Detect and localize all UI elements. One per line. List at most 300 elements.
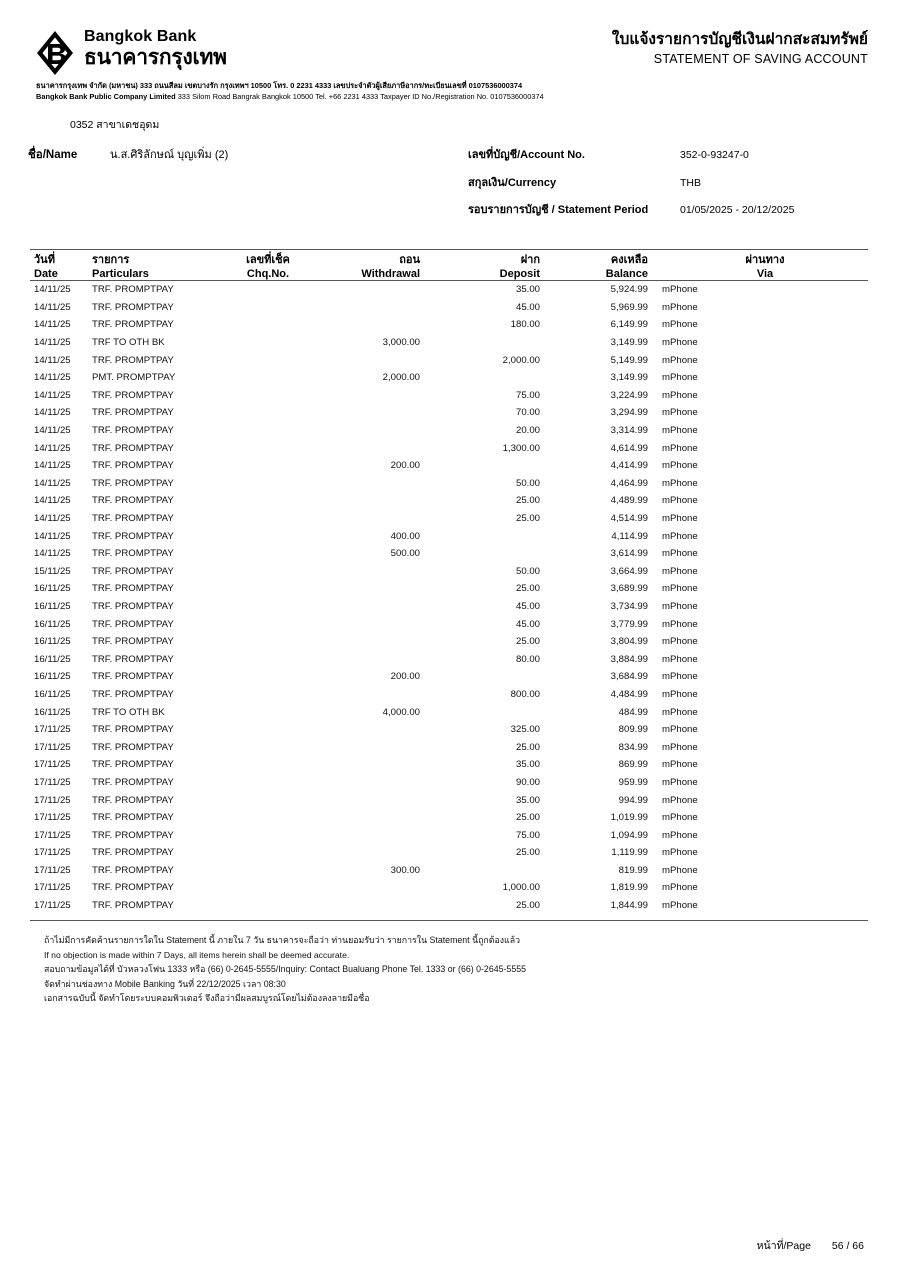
- table-row: [30, 633, 868, 651]
- cell-withdrawal: [316, 879, 436, 897]
- cell-chq: [220, 457, 316, 475]
- cell-particulars: TRF. PROMPTPAY: [92, 812, 174, 824]
- cell-deposit: 35.00: [515, 284, 540, 296]
- cell-particulars: TRF. PROMPTPAY: [92, 759, 174, 771]
- cell-via: mPhone: [662, 618, 698, 630]
- table-row: [30, 457, 868, 475]
- cell-date: 17/11/25: [34, 864, 71, 876]
- cell-withdrawal: [316, 492, 436, 510]
- cell-deposit: [436, 862, 556, 880]
- cell-date: 16/11/25: [34, 636, 71, 648]
- cell-date: 16/11/25: [34, 618, 71, 630]
- cell-chq: [220, 633, 316, 651]
- cell-via: mPhone: [662, 460, 698, 472]
- cell-via: mPhone: [662, 847, 698, 859]
- cell-date: 16/11/25: [34, 600, 71, 612]
- cell-particulars: TRF. PROMPTPAY: [92, 671, 174, 683]
- cell-via: mPhone: [662, 583, 698, 595]
- legal-address-en-rest: 333 Silom Road Bangrak Bangkok 10500 Tel. +66 2231 4333 Taxpayer ID No./Registration No. 0107536000374: [177, 92, 544, 101]
- cell-date: 14/11/25: [34, 407, 71, 419]
- cell-particulars: TRF. PROMPTPAY: [92, 794, 174, 806]
- cell-deposit: 20.00: [515, 425, 540, 437]
- cell-particulars: TRF. PROMPTPAY: [92, 829, 174, 841]
- cell-withdrawal: [316, 404, 436, 422]
- cell-via: mPhone: [662, 301, 698, 313]
- cell-balance: 5,969.99: [610, 301, 648, 313]
- cell-balance: 3,294.99: [610, 407, 648, 419]
- cell-via: mPhone: [662, 882, 698, 894]
- cell-chq: [220, 299, 316, 317]
- cell-date: 14/11/25: [34, 513, 71, 525]
- table-row: [30, 844, 868, 862]
- table-row: [30, 756, 868, 774]
- cell-chq: [220, 686, 316, 704]
- document-header: [0, 0, 904, 74]
- table-row: [30, 404, 868, 422]
- cell-balance: 959.99: [618, 776, 648, 788]
- cell-withdrawal: [316, 774, 436, 792]
- statement-period-value: 01/05/2025 - 20/12/2025: [680, 204, 795, 216]
- cell-via: mPhone: [662, 724, 698, 736]
- cell-date: 17/11/25: [34, 724, 71, 736]
- cell-particulars: TRF. PROMPTPAY: [92, 600, 174, 612]
- cell-via: mPhone: [662, 812, 698, 824]
- cell-deposit: 35.00: [515, 794, 540, 806]
- table-row: [30, 369, 868, 387]
- footer-contact: สอบถามข้อมูลได้ที่ บัวหลวงโฟน 1333 หรือ (66) 0-2645-5555/Inquiry: Contact Bualuang Phone Tel. 1333 or (66) 0-2645-5555: [44, 964, 526, 975]
- cell-balance: 3,224.99: [610, 389, 648, 401]
- cell-particulars: TRF. PROMPTPAY: [92, 618, 174, 630]
- cell-deposit: 50.00: [515, 477, 540, 489]
- cell-deposit: 25.00: [515, 583, 540, 595]
- cell-via: mPhone: [662, 407, 698, 419]
- col-header-via-en: Via: [756, 268, 774, 280]
- cell-date: 14/11/25: [34, 354, 71, 366]
- cell-particulars: TRF. PROMPTPAY: [92, 724, 174, 736]
- cell-via: mPhone: [662, 354, 698, 366]
- bank-name-th: ธนาคารกรุงเทพ: [84, 46, 227, 69]
- cell-chq: [220, 721, 316, 739]
- cell-balance: 3,149.99: [610, 337, 648, 349]
- bank-name-en: Bangkok Bank: [84, 28, 197, 45]
- cell-balance: 819.99: [618, 864, 648, 876]
- cell-balance: 3,734.99: [610, 600, 648, 612]
- cell-withdrawal: 300.00: [390, 864, 420, 876]
- cell-withdrawal: [316, 475, 436, 493]
- cell-particulars: TRF. PROMPTPAY: [92, 389, 174, 401]
- cell-particulars: TRF. PROMPTPAY: [92, 354, 174, 366]
- cell-balance: 1,019.99: [610, 812, 648, 824]
- statement-period-label: รอบรายการบัญชี / Statement Period: [468, 204, 649, 216]
- cell-deposit: 90.00: [515, 776, 540, 788]
- cell-deposit: 45.00: [515, 618, 540, 630]
- cell-via: mPhone: [662, 425, 698, 437]
- name-label: ชื่อ/Name: [28, 149, 78, 161]
- cell-date: 14/11/25: [34, 284, 71, 296]
- cell-balance: 4,414.99: [610, 460, 648, 472]
- table-row: [30, 475, 868, 493]
- cell-chq: [220, 826, 316, 844]
- document-footer: [0, 921, 904, 1006]
- cell-balance: 3,614.99: [610, 548, 648, 560]
- cell-balance: 5,149.99: [610, 354, 648, 366]
- table-row: [30, 563, 868, 581]
- cell-withdrawal: [316, 791, 436, 809]
- bank-branding: [36, 28, 227, 74]
- cell-deposit: [436, 545, 556, 563]
- branch-name: 0352 สาขาเดชอุดม: [70, 119, 160, 131]
- cell-withdrawal: [316, 510, 436, 528]
- cell-via: mPhone: [662, 442, 698, 454]
- cell-particulars: TRF. PROMPTPAY: [92, 407, 174, 419]
- cell-balance: 1,844.99: [610, 900, 648, 912]
- table-body: [30, 281, 868, 915]
- legal-address-block: [0, 74, 904, 102]
- cell-date: 14/11/25: [34, 319, 71, 331]
- table-row: [30, 334, 868, 352]
- cell-withdrawal: [316, 351, 436, 369]
- footer-generated: จัดทำผ่านช่องทาง Mobile Banking วันที่ 22/12/2025 เวลา 08:30: [44, 978, 286, 989]
- table-row: [30, 299, 868, 317]
- cell-withdrawal: [316, 422, 436, 440]
- cell-via: mPhone: [662, 706, 698, 718]
- col-header-balance-en: Balance: [605, 268, 648, 280]
- cell-withdrawal: [316, 721, 436, 739]
- cell-date: 14/11/25: [34, 301, 71, 313]
- cell-deposit: 25.00: [515, 495, 540, 507]
- footer-computer-generated: เอกสารฉบับนี้ จัดทำโดยระบบคอมพิวเตอร์ จึงถือว่ามีผลสมบูรณ์โดยไม่ต้องลงลายมือชื่อ: [44, 993, 370, 1004]
- cell-deposit: [436, 703, 556, 721]
- cell-date: 14/11/25: [34, 372, 71, 384]
- cell-via: mPhone: [662, 548, 698, 560]
- cell-particulars: TRF TO OTH BK: [92, 706, 165, 718]
- table-row: [30, 897, 868, 915]
- cell-via: mPhone: [662, 565, 698, 577]
- cell-via: mPhone: [662, 495, 698, 507]
- legal-company-en: Bangkok Bank Public Company Limited: [36, 92, 176, 101]
- cell-via: mPhone: [662, 829, 698, 841]
- cell-deposit: 325.00: [510, 724, 540, 736]
- col-header-withdrawal-en: Withdrawal: [361, 268, 420, 280]
- cell-deposit: [436, 527, 556, 545]
- cell-withdrawal: [316, 738, 436, 756]
- cell-date: 17/11/25: [34, 900, 71, 912]
- cell-withdrawal: 3,000.00: [382, 337, 420, 349]
- cell-chq: [220, 422, 316, 440]
- cell-deposit: 1,000.00: [502, 882, 540, 894]
- table-row: [30, 879, 868, 897]
- cell-via: mPhone: [662, 513, 698, 525]
- cell-date: 17/11/25: [34, 829, 71, 841]
- cell-deposit: 50.00: [515, 565, 540, 577]
- cell-balance: 809.99: [618, 724, 648, 736]
- cell-chq: [220, 527, 316, 545]
- table-row: [30, 492, 868, 510]
- document-title-block: [612, 28, 868, 68]
- cell-chq: [220, 774, 316, 792]
- table-row: [30, 686, 868, 704]
- cell-withdrawal: 200.00: [390, 671, 420, 683]
- cell-balance: 4,489.99: [610, 495, 648, 507]
- cell-deposit: 2,000.00: [502, 354, 540, 366]
- cell-balance: 1,819.99: [610, 882, 648, 894]
- cell-deposit: 25.00: [515, 513, 540, 525]
- cell-deposit: 45.00: [515, 600, 540, 612]
- cell-particulars: TRF. PROMPTPAY: [92, 864, 174, 876]
- currency-label: สกุลเงิน/Currency: [468, 177, 557, 189]
- cell-via: mPhone: [662, 671, 698, 683]
- cell-withdrawal: 200.00: [390, 460, 420, 472]
- account-info: [0, 133, 904, 218]
- cell-via: mPhone: [662, 372, 698, 384]
- cell-balance: 869.99: [618, 759, 648, 771]
- name-value: น.ส.ศิริลักษณ์ บุญเพิ่ม (2): [110, 149, 229, 161]
- cell-withdrawal: [316, 809, 436, 827]
- cell-date: 14/11/25: [34, 389, 71, 401]
- cell-chq: [220, 351, 316, 369]
- cell-deposit: 70.00: [515, 407, 540, 419]
- document-title-th: ใบแจ้งรายการบัญชีเงินฝากสะสมทรัพย์: [611, 31, 868, 48]
- cell-chq: [220, 598, 316, 616]
- account-no-value: 352-0-93247-0: [680, 149, 749, 161]
- cell-balance: 4,614.99: [610, 442, 648, 454]
- legal-address-en: [36, 91, 868, 102]
- col-header-particulars-th: รายการ: [92, 254, 130, 266]
- cell-chq: [220, 563, 316, 581]
- col-header-chq-en: Chq.No.: [246, 268, 290, 280]
- cell-withdrawal: [316, 897, 436, 915]
- cell-via: mPhone: [662, 319, 698, 331]
- cell-chq: [220, 615, 316, 633]
- col-header-date-en: Date: [34, 268, 58, 280]
- cell-particulars: TRF. PROMPTPAY: [92, 284, 174, 296]
- cell-deposit: 25.00: [515, 636, 540, 648]
- cell-particulars: TRF. PROMPTPAY: [92, 513, 174, 525]
- cell-withdrawal: [316, 580, 436, 598]
- table-row: [30, 703, 868, 721]
- cell-via: mPhone: [662, 759, 698, 771]
- statement-period-field: [468, 200, 868, 218]
- cell-chq: [220, 862, 316, 880]
- page-number-block: [757, 1237, 864, 1254]
- cell-particulars: TRF. PROMPTPAY: [92, 583, 174, 595]
- cell-particulars: TRF. PROMPTPAY: [92, 425, 174, 437]
- cell-withdrawal: [316, 598, 436, 616]
- cell-date: 17/11/25: [34, 882, 71, 894]
- table-row: [30, 650, 868, 668]
- cell-via: mPhone: [662, 636, 698, 648]
- cell-withdrawal: [316, 650, 436, 668]
- cell-chq: [220, 756, 316, 774]
- table-row: [30, 774, 868, 792]
- cell-particulars: TRF. PROMPTPAY: [92, 741, 174, 753]
- cell-particulars: TRF. PROMPTPAY: [92, 565, 174, 577]
- cell-withdrawal: 400.00: [390, 530, 420, 542]
- cell-chq: [220, 475, 316, 493]
- cell-deposit: 45.00: [515, 301, 540, 313]
- cell-particulars: TRF. PROMPTPAY: [92, 460, 174, 472]
- cell-withdrawal: [316, 844, 436, 862]
- col-header-date-th: วันที่: [34, 254, 55, 266]
- cell-chq: [220, 897, 316, 915]
- legal-address-th: ธนาคารกรุงเทพ จำกัด (มหาชน) 333 ถนนสีลม เขตบางรัก กรุงเทพฯ 10500 โทร. 0 2231 4333 เลขประจำตัวผู้เสียภาษีอากร/ทะเบียนเลขที่ 0107536000374: [36, 81, 523, 90]
- page-value: 56 / 66: [831, 1240, 864, 1252]
- cell-deposit: 25.00: [515, 847, 540, 859]
- cell-deposit: 1,300.00: [502, 442, 540, 454]
- cell-withdrawal: [316, 633, 436, 651]
- cell-via: mPhone: [662, 284, 698, 296]
- cell-withdrawal: [316, 756, 436, 774]
- cell-date: 15/11/25: [34, 565, 71, 577]
- table-row: [30, 439, 868, 457]
- cell-withdrawal: [316, 439, 436, 457]
- cell-balance: 3,804.99: [610, 636, 648, 648]
- page-label: หน้าที่/Page: [756, 1240, 811, 1252]
- cell-date: 14/11/25: [34, 425, 71, 437]
- cell-particulars: TRF. PROMPTPAY: [92, 653, 174, 665]
- cell-particulars: TRF. PROMPTPAY: [92, 900, 174, 912]
- cell-via: mPhone: [662, 794, 698, 806]
- table-row: [30, 791, 868, 809]
- cell-deposit: 800.00: [510, 688, 540, 700]
- transactions-table: [30, 249, 868, 914]
- cell-deposit: 75.00: [515, 829, 540, 841]
- col-header-via-th: ผ่านทาง: [745, 254, 785, 266]
- cell-date: 17/11/25: [34, 794, 71, 806]
- cell-balance: 484.99: [618, 706, 648, 718]
- cell-chq: [220, 791, 316, 809]
- cell-date: 14/11/25: [34, 460, 71, 472]
- cell-balance: 4,484.99: [610, 688, 648, 700]
- cell-date: 16/11/25: [34, 688, 71, 700]
- table-row: [30, 826, 868, 844]
- cell-balance: 1,119.99: [611, 847, 648, 859]
- cell-date: 16/11/25: [34, 671, 71, 683]
- cell-chq: [220, 545, 316, 563]
- cell-withdrawal: [316, 387, 436, 405]
- cell-chq: [220, 809, 316, 827]
- cell-chq: [220, 404, 316, 422]
- cell-balance: 3,664.99: [610, 565, 648, 577]
- account-info-row-3: [28, 200, 868, 218]
- cell-via: mPhone: [662, 389, 698, 401]
- cell-withdrawal: 4,000.00: [382, 706, 420, 718]
- cell-deposit: [436, 334, 556, 352]
- cell-balance: 4,514.99: [610, 513, 648, 525]
- cell-particulars: TRF. PROMPTPAY: [92, 688, 174, 700]
- cell-via: mPhone: [662, 776, 698, 788]
- bank-name-block: [84, 28, 227, 70]
- cell-particulars: TRF. PROMPTPAY: [92, 882, 174, 894]
- table-row: [30, 527, 868, 545]
- cell-balance: 3,314.99: [610, 425, 648, 437]
- col-header-withdrawal-th: ถอน: [399, 254, 420, 266]
- cell-date: 17/11/25: [34, 776, 71, 788]
- cell-date: 14/11/25: [34, 337, 71, 349]
- cell-via: mPhone: [662, 864, 698, 876]
- cell-balance: 834.99: [618, 741, 648, 753]
- cell-particulars: TRF. PROMPTPAY: [92, 319, 174, 331]
- cell-date: 14/11/25: [34, 477, 71, 489]
- cell-chq: [220, 879, 316, 897]
- cell-deposit: [436, 668, 556, 686]
- table-row: [30, 809, 868, 827]
- cell-withdrawal: [316, 563, 436, 581]
- cell-via: mPhone: [662, 741, 698, 753]
- col-header-deposit-en: Deposit: [499, 268, 540, 280]
- account-no-label: เลขที่บัญชี/Account No.: [468, 149, 585, 161]
- cell-chq: [220, 668, 316, 686]
- cell-particulars: TRF. PROMPTPAY: [92, 442, 174, 454]
- cell-via: mPhone: [662, 688, 698, 700]
- table-row: [30, 615, 868, 633]
- cell-balance: 6,149.99: [610, 319, 648, 331]
- cell-deposit: 25.00: [515, 741, 540, 753]
- table-row: [30, 422, 868, 440]
- col-header-chq-th: เลขที่เช็ค: [246, 254, 290, 266]
- cell-deposit: 80.00: [515, 653, 540, 665]
- cell-chq: [220, 510, 316, 528]
- table-row: [30, 598, 868, 616]
- footer-note-th-1: ถ้าไม่มีการคัดค้านรายการใดใน Statement นี้ ภายใน 7 วัน ธนาคารจะถือว่า ท่านยอมรับว่า รายการใน Statement นี้ถูกต้องแล้ว: [44, 935, 521, 946]
- cell-chq: [220, 334, 316, 352]
- cell-chq: [220, 439, 316, 457]
- cell-deposit: [436, 457, 556, 475]
- cell-via: mPhone: [662, 600, 698, 612]
- cell-balance: 3,884.99: [610, 653, 648, 665]
- cell-particulars: TRF. PROMPTPAY: [92, 301, 174, 313]
- cell-withdrawal: [316, 615, 436, 633]
- cell-withdrawal: [316, 299, 436, 317]
- cell-withdrawal: [316, 826, 436, 844]
- cell-date: 16/11/25: [34, 653, 71, 665]
- cell-chq: [220, 387, 316, 405]
- cell-date: 17/11/25: [34, 741, 71, 753]
- table-row: [30, 281, 868, 299]
- cell-date: 16/11/25: [34, 706, 71, 718]
- transactions-table-wrapper: [0, 227, 904, 914]
- cell-date: 17/11/25: [34, 759, 71, 771]
- cell-date: 16/11/25: [34, 583, 71, 595]
- footer-note-en-1: If no objection is made within 7 Days, all items herein shall be deemed accurate.: [44, 949, 350, 960]
- cell-deposit: 35.00: [515, 759, 540, 771]
- table-row: [30, 351, 868, 369]
- cell-date: 14/11/25: [34, 495, 71, 507]
- table-row: [30, 545, 868, 563]
- cell-chq: [220, 650, 316, 668]
- cell-balance: 4,114.99: [611, 530, 648, 542]
- table-row: [30, 862, 868, 880]
- cell-chq: [220, 369, 316, 387]
- table-row: [30, 668, 868, 686]
- cell-withdrawal: 500.00: [390, 548, 420, 560]
- cell-deposit: 25.00: [515, 812, 540, 824]
- table-row: [30, 387, 868, 405]
- currency-field: [468, 173, 868, 191]
- cell-deposit: 75.00: [515, 389, 540, 401]
- cell-date: 14/11/25: [34, 530, 71, 542]
- cell-balance: 3,684.99: [610, 671, 648, 683]
- cell-balance: 4,464.99: [610, 477, 648, 489]
- document-title-en: STATEMENT OF SAVING ACCOUNT: [653, 52, 868, 66]
- cell-chq: [220, 580, 316, 598]
- table-row: [30, 580, 868, 598]
- cell-withdrawal: [316, 281, 436, 299]
- cell-balance: 1,094.99: [610, 829, 648, 841]
- cell-chq: [220, 281, 316, 299]
- cell-particulars: TRF. PROMPTPAY: [92, 776, 174, 788]
- cell-chq: [220, 844, 316, 862]
